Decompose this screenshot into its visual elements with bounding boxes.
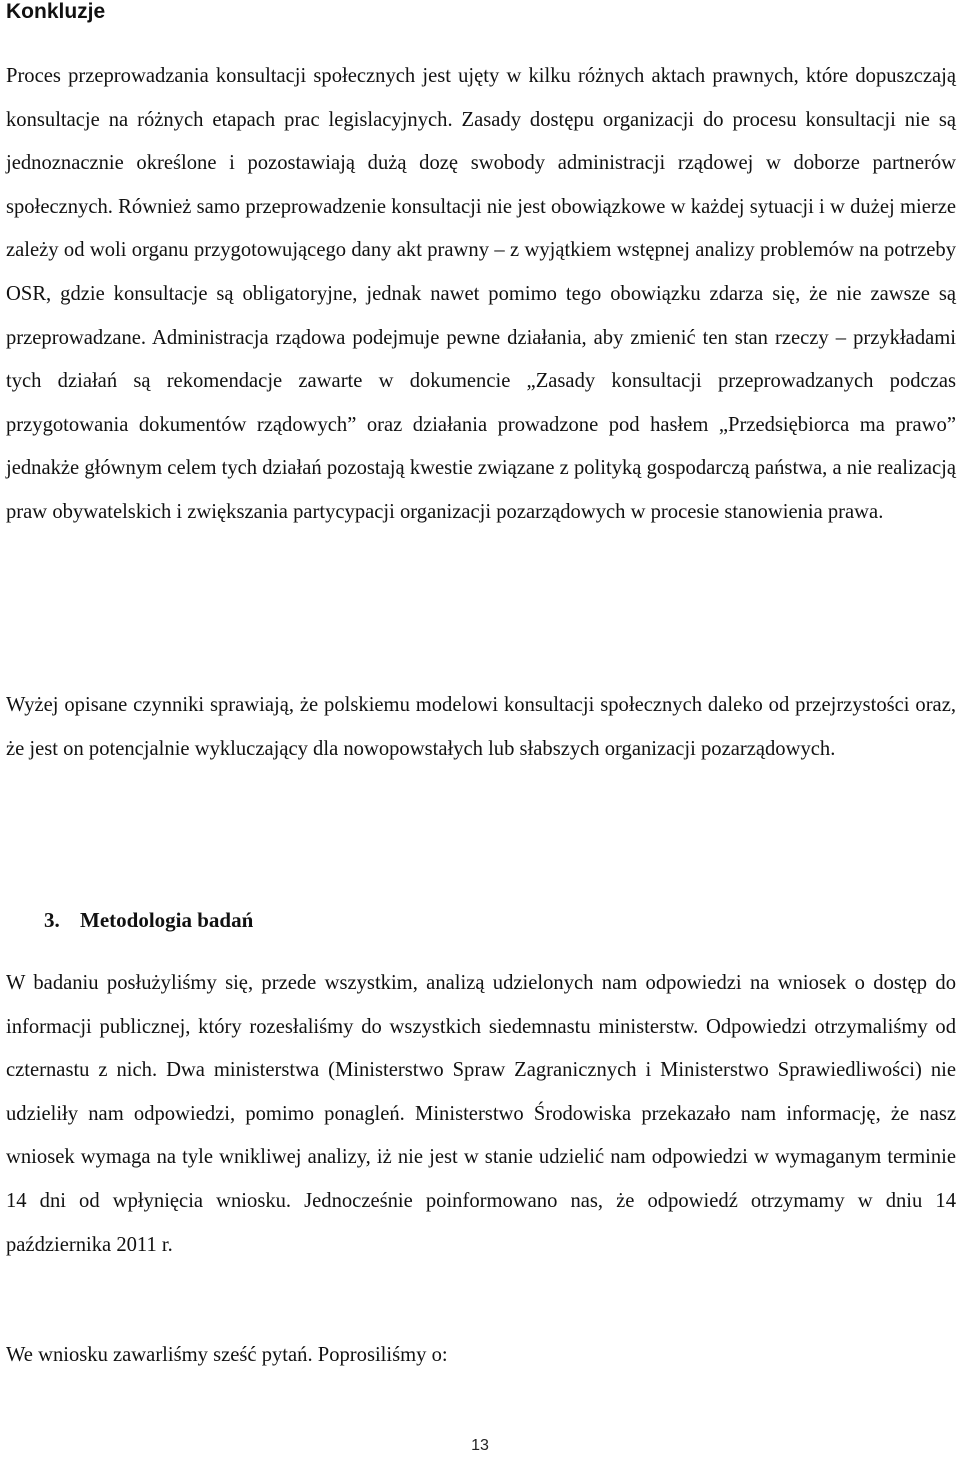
conclusions-paragraph-1: Proces przeprowadzania konsultacji społecznych jest ujęty w kilku różnych aktach prawnych, które dopuszczają konsultacje na różnych etapach prac legislacyjnych. Zasady dostępu organizacji do procesu konsultacji nie są jednoznacznie określone i pozostawiają dużą dozę swobody administracji rządowej w doborze partnerów społecznych. Również samo przeprowadzenie konsultacji nie jest obowiązkowe w każdej sytuacji i w dużej mierze zależy od woli organu przygotowującego dany akt prawny – z wyjątkiem wstępnej analizy problemów na potrzeby OSR, gdzie konsultacje są obligatoryjne, jednak nawet pomimo tego obowiązku zdarza się, że nie zawsze są przeprowadzane. Administracja rządowa podejmuje pewne działania, aby zmienić ten stan rzeczy – przykładami tych działań są rekomendacje zawarte w dokumencie „Zasady konsultacji przeprowadzanych podczas przygotowania dokumentów rządowych” oraz działania prowadzone pod hasłem „Przedsiębiorca ma prawo” jednakże głównym celem tych działań pozostają kwestie związane z polityką gospodarczą państwa, a nie realizacją praw obywatelskich i zwiększania partycypacji organizacji pozarządowych w procesie stanowienia prawa.: [6, 65, 956, 523]
questions-intro-paragraph: We wniosku zawarliśmy sześć pytań. Poprosiliśmy o:: [6, 1344, 448, 1366]
section-number: 3.: [44, 908, 60, 932]
section-title: Metodologia badań: [80, 908, 254, 932]
methodology-paragraph: W badaniu posłużyliśmy się, przede wszystkim, analizą udzielonych nam odpowiedzi na wniosek o dostęp do informacji publicznej, który rozesłaliśmy do wszystkich siedemnastu ministerstw. Odpowiedzi otrzymaliśmy od czternastu z nich. Dwa ministerstwa (Ministerstwo Spraw Zagranicznych i Ministerstwo Sprawiedliwości) nie udzieliły nam odpowiedzi, pomimo ponagleń. Ministerstwo Środowiska przekazało nam informację, że nasz wniosek wymaga na tyle wnikliwej analizy, iż nie jest w stanie udzielić nam odpowiedzi w wymaganym terminie 14 dni od wpłynięcia wniosku. Jednocześnie poinformowano nas, że odpowiedź otrzymamy w dniu 14 października 2011 r.: [6, 972, 956, 1256]
conclusions-paragraph-2: Wyżej opisane czynniki sprawiają, że polskiemu modelowi konsultacji społecznych daleko od przejrzystości oraz, że jest on potencjalnie wykluczający dla nowopowstałych lub słabszych organizacji pozarządowych.: [6, 694, 956, 760]
page-number: 13: [471, 1437, 489, 1454]
section-heading: [44, 898, 253, 942]
conclusions-heading: Konkluzje: [6, 0, 106, 23]
